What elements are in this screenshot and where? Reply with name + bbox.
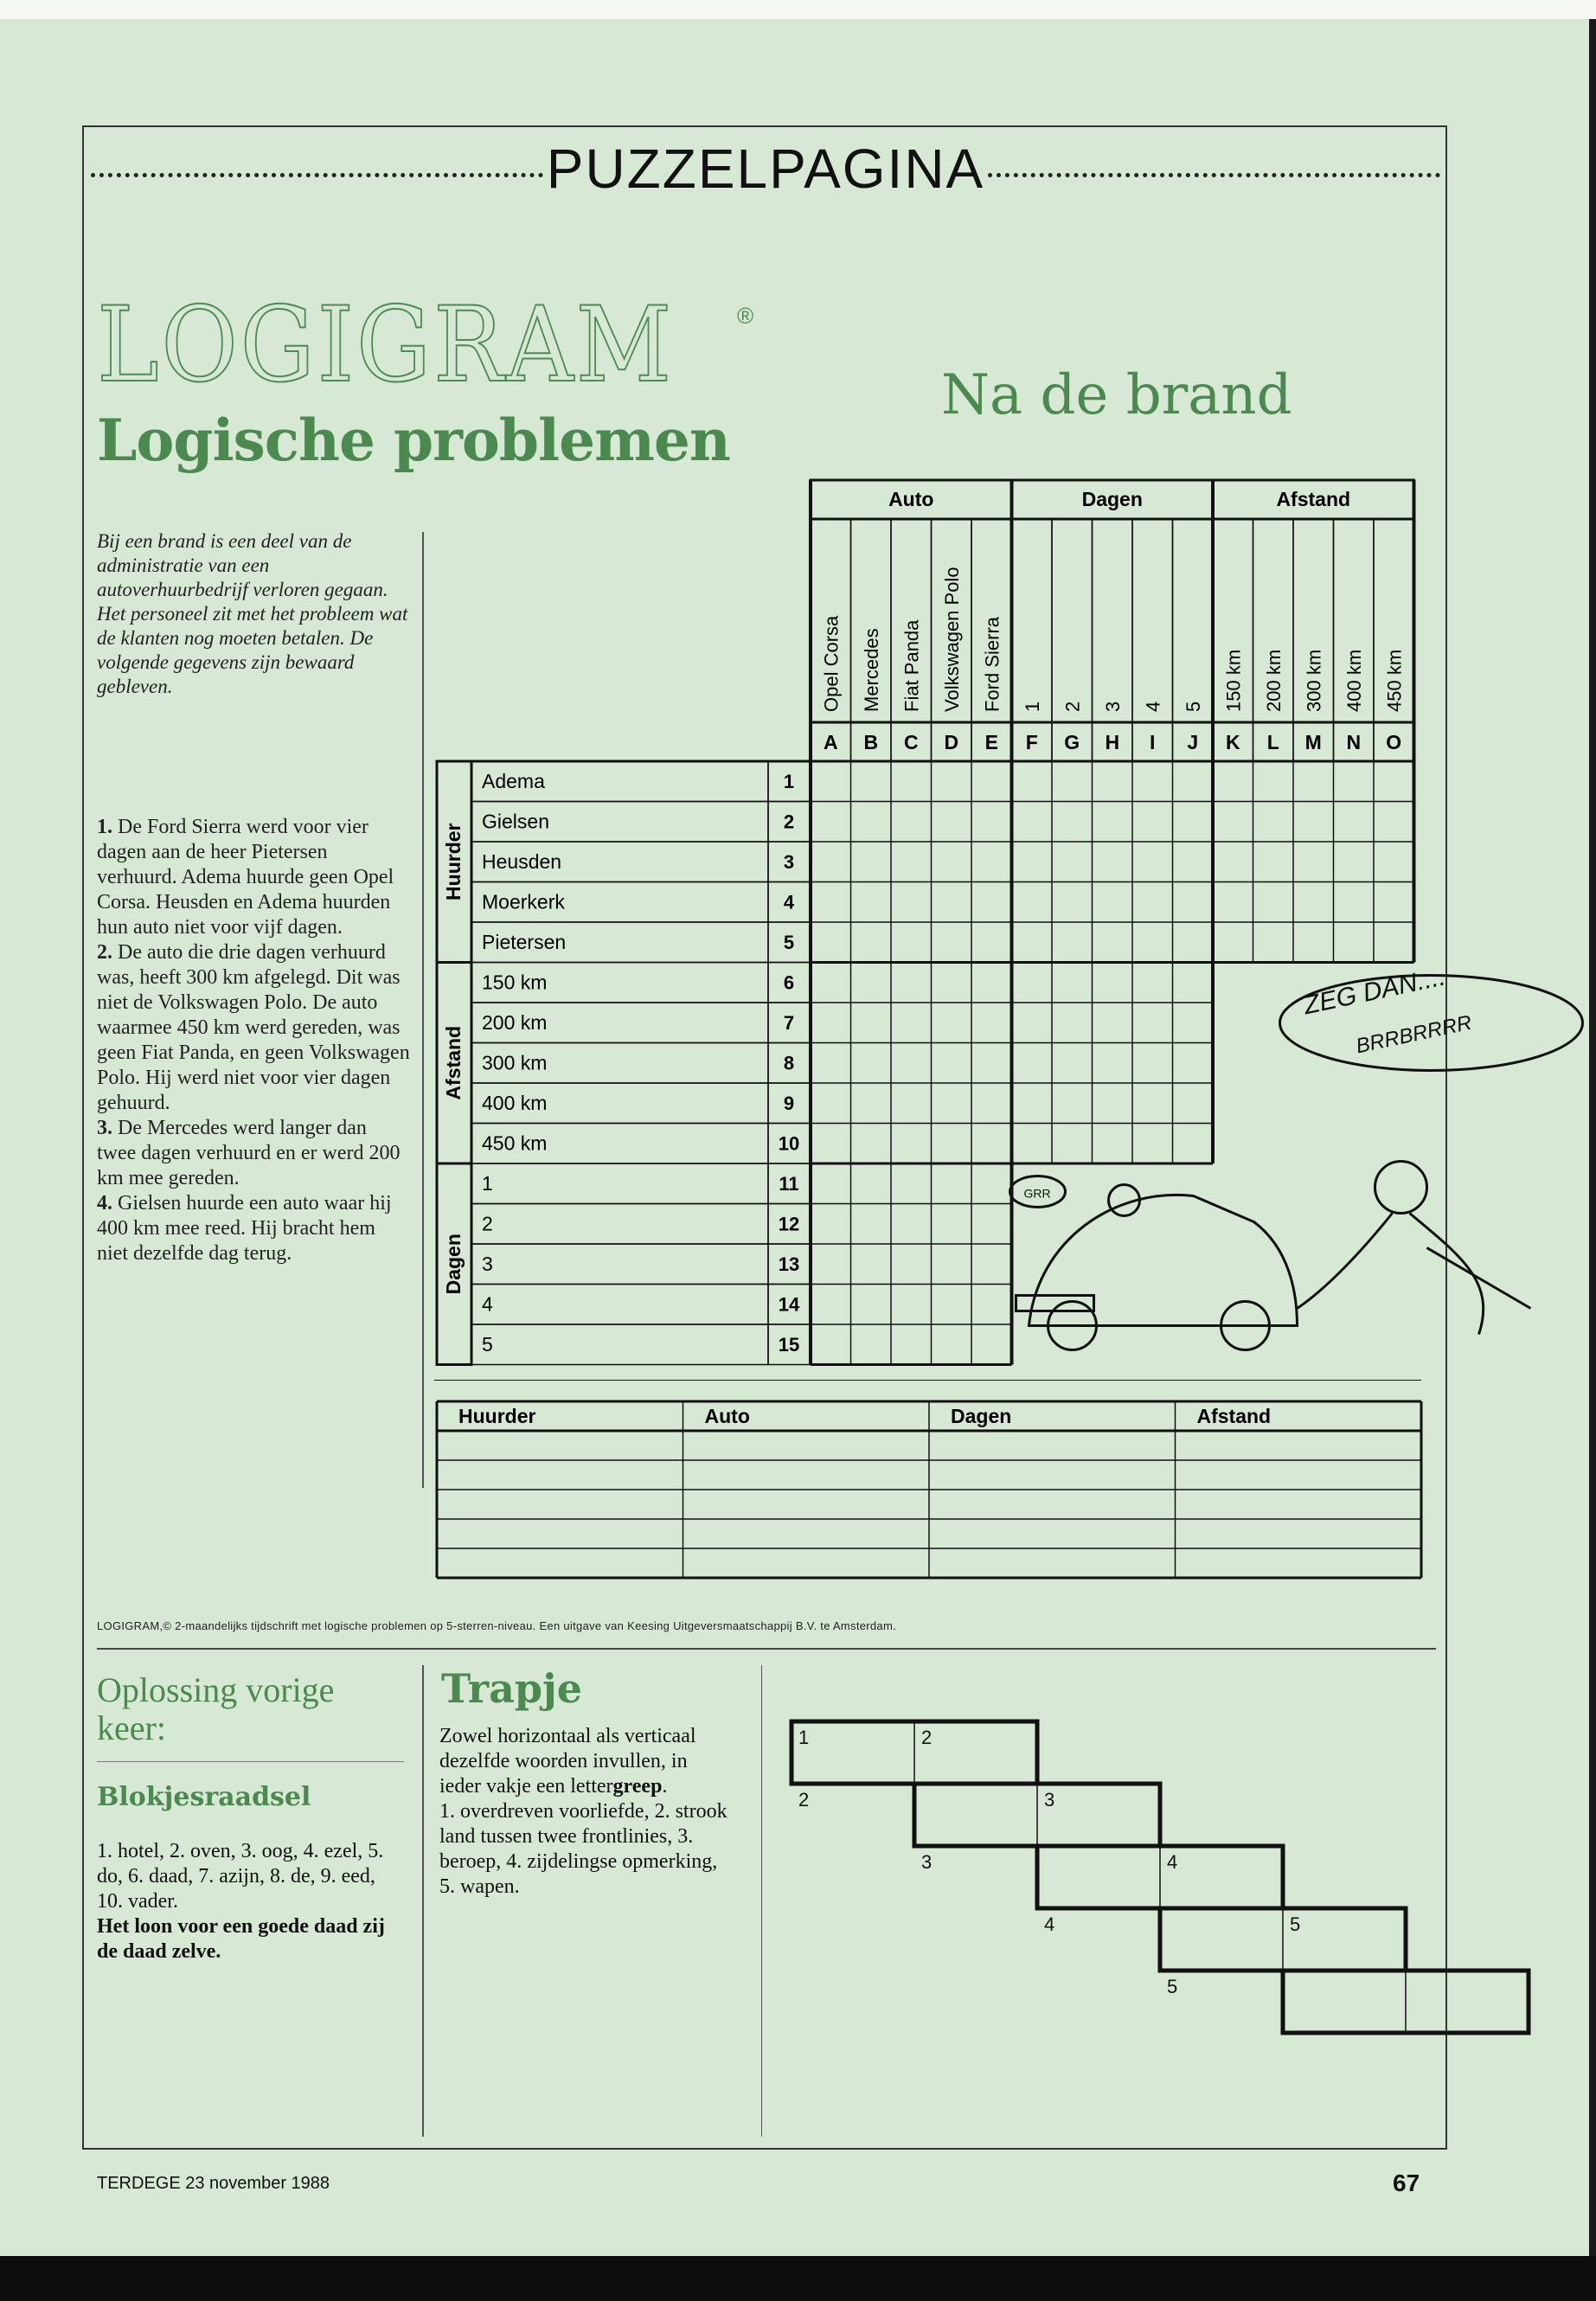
col-letter: B <box>863 731 879 753</box>
scan-right-edge <box>1589 19 1596 2256</box>
person-head <box>1375 1162 1427 1214</box>
trapje-number: 4 <box>1167 1851 1178 1873</box>
col-letter: L <box>1266 731 1279 753</box>
col-letter: H <box>1105 731 1120 753</box>
col-letter: F <box>1025 731 1038 753</box>
row-group-label: Huurder <box>442 823 465 901</box>
col-label: Ford Sierra <box>981 616 1003 712</box>
row-number: 8 <box>783 1052 795 1074</box>
trapje-number: 5 <box>1167 1976 1178 1997</box>
row-number: 14 <box>778 1293 800 1316</box>
answer-header: Huurder <box>458 1405 536 1427</box>
page-header <box>91 130 1440 208</box>
col-label: 450 km <box>1383 649 1406 712</box>
col-label: 400 km <box>1343 649 1365 712</box>
row-label: Adema <box>482 770 545 792</box>
col-label-cell <box>1132 519 1173 722</box>
footer-issue: TERDEGE 23 november 1988 <box>97 2174 330 2193</box>
col-group-label: Afstand <box>1276 488 1351 510</box>
col-letter: M <box>1304 731 1322 753</box>
row-group-label: Dagen <box>442 1234 465 1295</box>
logic-grid <box>433 480 1474 1587</box>
logic-grid-lines <box>437 480 1414 1365</box>
clue-item: 2. De auto die drie dagen verhuurd was, heeft 300 km afgelegd. Dit was niet de Volkswagen Polo. De auto waarmee 450 km werd gereden, was geen Fiat Panda, en geen Volkswagen Polo. Hij werd niet voor vier dagen gehuurd. <box>97 941 410 1114</box>
solution-subtitle: Blokjesraadsel <box>97 1782 311 1812</box>
page-number: 67 <box>1393 2170 1420 2196</box>
trapje-grid <box>779 1717 1436 2063</box>
row-number: 9 <box>783 1093 795 1114</box>
trapje-intro: Zowel horizontaal als verticaal dezelfde woorden invullen, in ieder vakje een lettergreep. <box>439 1725 696 1798</box>
clue-list <box>97 815 410 1266</box>
trapje-number: 3 <box>1044 1789 1055 1811</box>
col-label: 1 <box>1021 701 1043 712</box>
row-label: 150 km <box>482 971 548 994</box>
col-letter: O <box>1386 731 1402 753</box>
clue-item: 4. Gielsen huurde een auto waar hij 400 km mee reed. Hij bracht hem niet dezelfde dag terug. <box>97 1192 392 1265</box>
col-label: 300 km <box>1303 649 1325 712</box>
trapje-cells <box>792 1721 1529 2033</box>
row-label: 200 km <box>482 1011 548 1034</box>
col-group-label: Dagen <box>1081 488 1143 510</box>
clue-item: 3. De Mercedes werd langer dan twee dagen verhuurd en er werd 200 km mee gereden. <box>97 1117 401 1189</box>
logo-subtitle: Logische problemen <box>97 407 730 474</box>
col-label: 150 km <box>1222 649 1245 712</box>
header-dots-right <box>988 173 1440 177</box>
row-label: 450 km <box>482 1131 548 1155</box>
solution-answers: 1. hotel, 2. oven, 3. oog, 4. ezel, 5. do, 6. daad, 7. azijn, 8. de, 9. eed, 10. vader. <box>97 1840 384 1913</box>
solution-phrase: Het loon voor een goede daad zij de daad zelve. <box>97 1915 385 1963</box>
solution-text <box>97 1839 395 1965</box>
row-number: 5 <box>783 932 795 953</box>
col-letter: D <box>944 731 959 753</box>
row-label: 5 <box>482 1333 493 1356</box>
scan-bottom-edge <box>0 2256 1596 2301</box>
row-number: 15 <box>778 1334 800 1356</box>
col-label-cell <box>1173 519 1214 722</box>
answer-header: Auto <box>704 1405 750 1427</box>
row-number: 4 <box>783 891 795 913</box>
col-letter: K <box>1225 731 1240 753</box>
solution-title: Oplossing vorige keer: <box>97 1670 335 1747</box>
person-body <box>1298 1214 1531 1335</box>
row-number: 3 <box>783 851 795 873</box>
row-label: Heusden <box>482 850 562 873</box>
trapje-number: 3 <box>921 1851 933 1873</box>
row-number: 10 <box>778 1132 800 1155</box>
col-label: 200 km <box>1262 649 1285 712</box>
col-letter: C <box>903 731 919 753</box>
col-label: Volkswagen Polo <box>940 567 963 712</box>
row-number: 7 <box>783 1012 795 1034</box>
scan-top-edge <box>0 0 1596 19</box>
logigram-logo: LOGIGRAM <box>97 285 674 406</box>
col-label-cell <box>1052 519 1093 722</box>
answer-header: Dagen <box>951 1405 1012 1427</box>
row-label-cell <box>471 1163 768 1204</box>
col-letter: N <box>1346 731 1362 753</box>
row-number: 6 <box>783 971 795 994</box>
col-label: Fiat Panda <box>901 619 923 712</box>
row-label-cell <box>471 1285 768 1325</box>
row-label: 3 <box>482 1253 493 1275</box>
column-divider-3 <box>761 1665 762 2137</box>
col-label-cell <box>1012 519 1053 722</box>
row-label: 300 km <box>482 1051 548 1074</box>
answer-table-top-rule <box>434 1380 1421 1381</box>
credit-rule <box>97 1648 1436 1650</box>
col-label: Opel Corsa <box>820 615 843 712</box>
row-number: 11 <box>779 1173 799 1195</box>
col-letter: I <box>1150 731 1156 753</box>
car-body <box>1029 1195 1298 1325</box>
row-number: 12 <box>778 1213 800 1235</box>
trapje-number: 5 <box>1290 1913 1301 1935</box>
publication-credit: LOGIGRAM,© 2-maandelijks tijdschrift met logische problemen op 5-sterren-niveau. Een uitgave van Keesing Uitgeversmaatschappij B.V. te Amsterdam. <box>97 1619 897 1632</box>
row-label-cell <box>471 1244 768 1285</box>
small-bubble-text: GRR <box>1023 1186 1051 1201</box>
row-label: Gielsen <box>482 810 549 833</box>
row-label: 4 <box>482 1292 493 1316</box>
solution-rule <box>97 1761 404 1762</box>
col-letter: E <box>984 731 998 753</box>
row-label: Moerkerk <box>482 890 565 913</box>
column-divider <box>422 532 424 1488</box>
row-number: 1 <box>783 771 795 792</box>
trapje-text <box>439 1724 734 1900</box>
col-letter: G <box>1064 731 1080 753</box>
col-label: 4 <box>1142 701 1164 712</box>
puzzle-intro: Bij een brand is een deel van de administratie van een autoverhuurbedrijf verloren gegaan. Het personeel zit met het probleem wat de klanten nog moeten betalen. De volgende gegevens zijn bewaard gebleven. <box>97 530 408 697</box>
row-number: 13 <box>778 1253 800 1275</box>
trapje-number: 2 <box>798 1789 810 1811</box>
trapje-number: 2 <box>921 1727 933 1748</box>
col-label: 5 <box>1182 701 1204 712</box>
row-label: Pietersen <box>482 931 567 953</box>
col-label: 2 <box>1061 701 1084 712</box>
col-letter: A <box>823 731 838 753</box>
answer-header: Afstand <box>1196 1405 1272 1427</box>
col-label: 3 <box>1101 701 1124 712</box>
trapje-number: 4 <box>1044 1913 1055 1935</box>
row-label: 1 <box>482 1172 493 1195</box>
trapje-clues: 1. overdreven voorliefde, 2. strook land tussen twee frontlinies, 3. beroep, 4. zijdelingse opmerking, 5. wapen. <box>439 1800 727 1898</box>
answer-table <box>434 1380 1421 1578</box>
row-label-cell <box>471 1204 768 1245</box>
page-title: PUZZELPAGINA <box>546 138 985 200</box>
row-label: 400 km <box>482 1092 548 1114</box>
trapje-title: Trapje <box>441 1665 582 1712</box>
registered-mark: ® <box>737 303 754 329</box>
row-label-cell <box>471 1324 768 1365</box>
clue-item: 1. De Ford Sierra werd voor vier dagen aan de heer Pietersen verhuurd. Adema huurde geen Opel Corsa. Heusden en Adema huurden hun auto niet voor vijf dagen. <box>97 816 394 939</box>
speech-text: ZEG DAN.... <box>1301 962 1449 1021</box>
trapje-number: 1 <box>798 1727 810 1748</box>
col-group-label: Auto <box>888 488 934 510</box>
col-letter: J <box>1187 731 1199 753</box>
row-number: 2 <box>783 811 795 833</box>
col-label-cell <box>1093 519 1133 722</box>
engine-noise: BRRBRRRR <box>1354 1010 1474 1059</box>
row-group-label: Afstand <box>442 1025 465 1100</box>
puzzle-title: Na de brand <box>941 363 1292 427</box>
col-label: Mercedes <box>860 628 882 712</box>
column-divider-2 <box>422 1665 424 2137</box>
row-label: 2 <box>482 1212 493 1235</box>
header-dots-left <box>91 173 543 177</box>
